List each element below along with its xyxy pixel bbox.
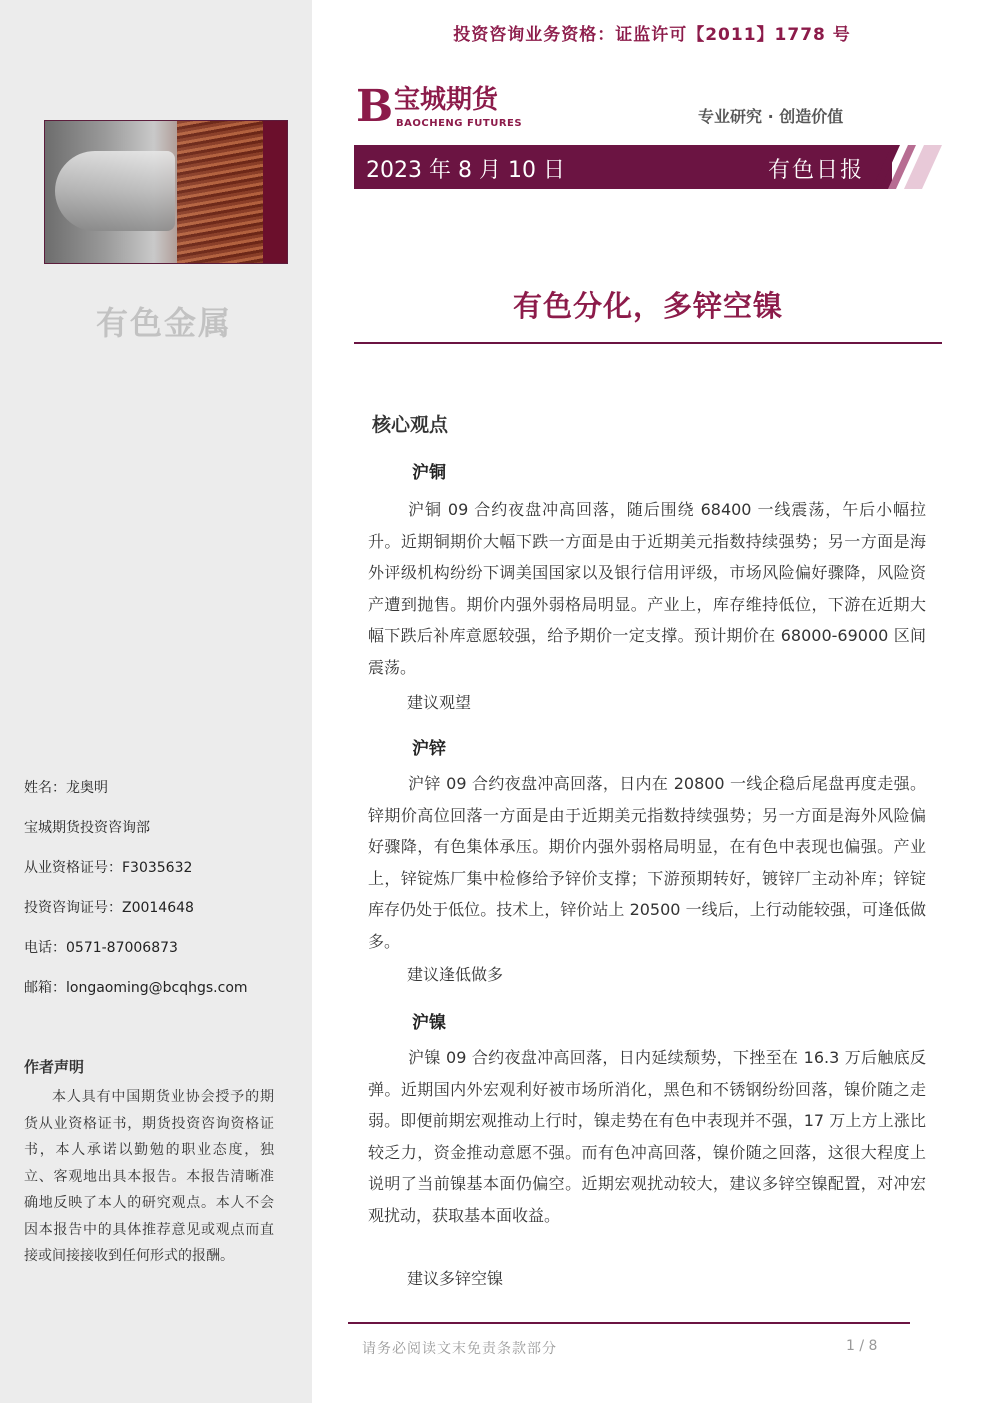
logo-mark-icon: B	[356, 81, 394, 132]
page-title: 有色分化，多锌空镍	[512, 289, 783, 323]
logo-en: BAOCHENG FUTURES	[396, 118, 523, 129]
author-qualification: 从业资格证号：F3035632	[24, 860, 193, 876]
slogan: 专业研究 · 创造价值	[698, 107, 844, 126]
section-heading: 核心观点	[372, 414, 449, 436]
declaration-title: 作者声明	[24, 1058, 85, 1076]
author-phone: 电话：0571-87006873	[24, 940, 178, 956]
copper-advice: 建议观望	[407, 693, 472, 712]
category-label: 有色金属	[95, 304, 232, 342]
report-type: 有色日报	[767, 158, 864, 183]
nickel-heading: 沪镍	[412, 1013, 446, 1033]
page-number: 1 / 8	[846, 1338, 878, 1354]
zinc-advice: 建议逢低做多	[407, 965, 504, 984]
declaration-body: 本人具有中国期货业协会授予的期货从业资格证书，期货投资咨询资格证书，本人承诺以勤勉的职业态度，独立、客观地出具本报告。本报告清晰准确地反映了本人的研究观点。本人不会因本报告中的具体推荐意见或观点而直接或间接接收到任何形式的报酬。	[24, 1089, 274, 1264]
copper-heading: 沪铜	[412, 463, 446, 483]
disclaimer-notice: 请务必阅读文末免责条款部分	[362, 1341, 557, 1357]
nickel-advice: 建议多锌空镍	[407, 1269, 504, 1288]
author-consult-cert: 投资咨询证号：Z0014648	[24, 900, 194, 916]
footer-divider	[348, 1322, 910, 1324]
report-date: 2023 年 8 月 10 日	[366, 158, 565, 183]
title-divider	[354, 342, 942, 344]
author-dept: 宝城期货投资咨询部	[24, 820, 150, 836]
license-line: 投资咨询业务资格：证监许可【2011】1778 号	[453, 25, 851, 45]
date-bar	[354, 145, 892, 189]
author-info	[24, 776, 304, 1016]
zinc-paragraph: 沪锌 09 合约夜盘冲高回落，日内在 20800 一线企稳后尾盘再度走强。锌期价高位回落一方面是由于近期美元指数持续强势；另一方面是海外风险偏好骤降，有色集体承压。期价内强外弱格局明显，在有色中表现也偏强。产业上，锌锭炼厂集中检修给予锌价支撑；下游预期转好，镀锌厂主动补库；锌锭库存仍处于低位。技术上，锌价站上 20500 一线后，上行动能较强，可逢低做多。	[368, 774, 926, 951]
copper-paragraph: 沪铜 09 合约夜盘冲高回落，随后围绕 68400 一线震荡，午后小幅拉升。近期铜期价大幅下跌一方面是由于近期美元指数持续强势；另一方面是海外评级机构纷纷下调美国国家以及银行信用评级，市场风险偏好骤降，风险资产遭到抛售。期价内强外弱格局明显。产业上，库存维持低位，下游在近期大幅下跌后补库意愿较强，给予期价一定支撑。预计期价在 68000-69000 区间震荡。	[368, 500, 926, 677]
nickel-paragraph: 沪镍 09 合约夜盘冲高回落，日内延续颓势，下挫至在 16.3 万后触底反弹。近期国内外宏观利好被市场所消化，黑色和不锈钢纷纷回落，镍价随之走弱。即便前期宏观推动上行时，镍走势在有色中表现并不强，17 万上方上涨比较乏力，资金推动意愿不强。而有色冲高回落，镍价随之回落，这很大程度上说明了当前镍基本面仍偏空。近期宏观扰动较大，建议多锌空镍配置，对冲宏观扰动，获取基本面收益。	[368, 1048, 926, 1225]
logo-cn: 宝城期货	[394, 85, 499, 115]
author-name: 姓名：龙奥明	[24, 780, 108, 796]
cover-photo	[44, 120, 288, 264]
decorative-stripes-icon	[860, 145, 942, 189]
zinc-heading: 沪锌	[412, 739, 446, 759]
author-email: 邮箱：longaoming@bcqhgs.com	[24, 980, 248, 996]
